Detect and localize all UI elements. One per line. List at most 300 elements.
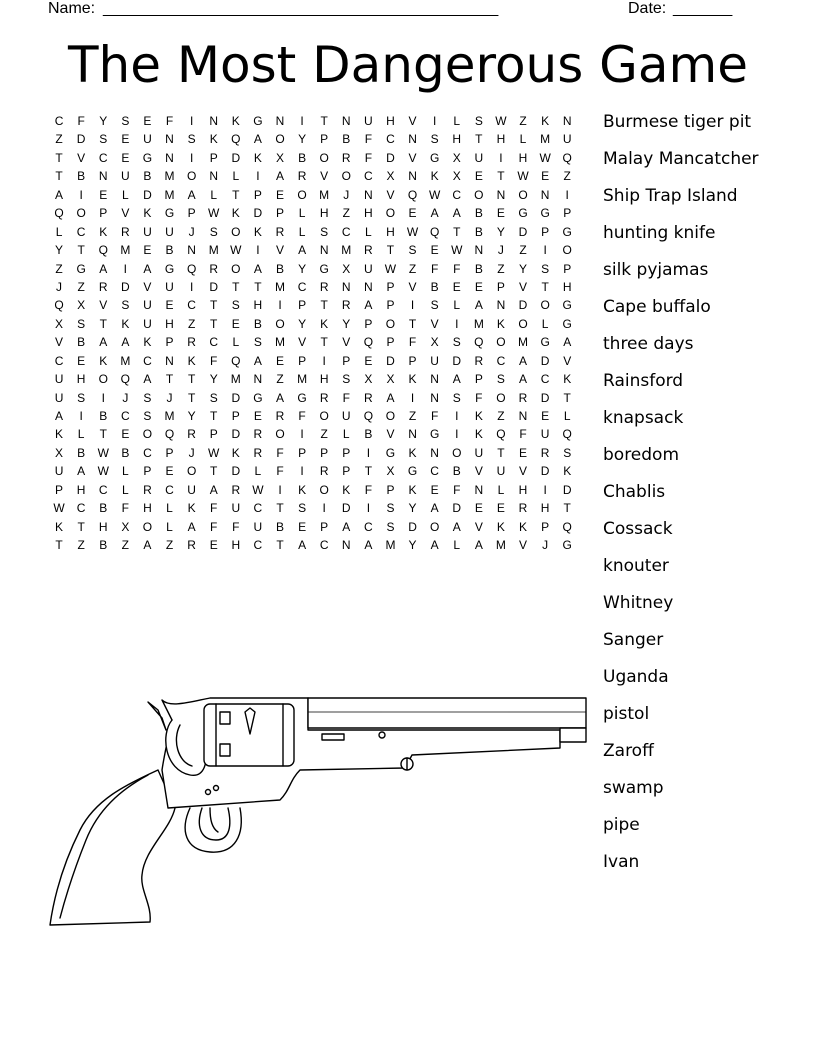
grid-letter: E bbox=[496, 206, 505, 221]
grid-letter: U bbox=[120, 169, 130, 184]
grid-letter: H bbox=[562, 279, 572, 294]
grid-letter: K bbox=[496, 519, 505, 534]
grid-letter: O bbox=[385, 316, 396, 331]
grid-letter: D bbox=[120, 279, 130, 294]
grid-letter: B bbox=[364, 427, 373, 442]
grid-letter: Z bbox=[276, 372, 284, 387]
word-list-item: Ship Trap Island bbox=[603, 186, 738, 206]
grid-letter: A bbox=[187, 187, 196, 202]
grid-letter: U bbox=[562, 132, 572, 147]
grid-letter: C bbox=[98, 150, 108, 165]
grid-letter: X bbox=[55, 316, 64, 331]
grid-letter: K bbox=[496, 316, 505, 331]
grid-letter: T bbox=[254, 279, 262, 294]
grid-letter: P bbox=[541, 224, 550, 239]
grid-letter: G bbox=[297, 390, 307, 405]
grid-letter: E bbox=[298, 519, 307, 534]
grid-letter: P bbox=[563, 206, 572, 221]
grid-letter: Q bbox=[363, 335, 374, 350]
grid-letter: T bbox=[210, 316, 218, 331]
grid-letter: C bbox=[76, 501, 86, 516]
grid-letter: C bbox=[143, 353, 152, 368]
grid-letter: L bbox=[519, 132, 527, 147]
grid-letter: B bbox=[165, 243, 174, 258]
grid-letter: L bbox=[497, 482, 505, 497]
grid-letter: C bbox=[364, 519, 373, 534]
grid-letter: A bbox=[452, 372, 461, 387]
grid-letter: F bbox=[210, 519, 218, 534]
name-label: Name: bbox=[48, 0, 96, 17]
word-list-item: three days bbox=[603, 334, 694, 354]
grid-letter: D bbox=[540, 464, 550, 479]
grid-letter: D bbox=[452, 353, 462, 368]
grid-letter: Y bbox=[408, 538, 417, 553]
grid-letter: B bbox=[342, 132, 351, 147]
grid-letter: G bbox=[319, 261, 329, 276]
word-list-item: Malay Mancatcher bbox=[603, 149, 759, 169]
grid-letter: J bbox=[188, 224, 195, 239]
grid-letter: O bbox=[341, 169, 351, 184]
grid-letter: M bbox=[319, 187, 330, 202]
revolver-illustration bbox=[40, 690, 592, 930]
grid-letter: E bbox=[143, 243, 152, 258]
grid-letter: K bbox=[187, 353, 196, 368]
grid-letter: D bbox=[540, 353, 550, 368]
grid-letter: C bbox=[253, 538, 263, 553]
grid-letter: I bbox=[366, 445, 371, 460]
grid-letter: F bbox=[276, 464, 284, 479]
grid-letter: W bbox=[97, 464, 109, 479]
grid-letter: Q bbox=[54, 298, 64, 313]
grid-letter: I bbox=[455, 409, 459, 423]
grid-letter: K bbox=[99, 224, 108, 239]
grid-letter: L bbox=[232, 335, 240, 350]
grid-letter: A bbox=[99, 261, 108, 276]
grid-letter: V bbox=[474, 464, 483, 479]
grid-letter: L bbox=[55, 224, 63, 239]
grid-letter: G bbox=[429, 150, 440, 165]
grid-letter: P bbox=[298, 353, 307, 368]
grid-letter: S bbox=[320, 224, 329, 239]
grid-letter: A bbox=[519, 353, 528, 368]
grid-letter: W bbox=[53, 501, 65, 516]
grid-letter: B bbox=[474, 224, 483, 239]
grid-letter: P bbox=[364, 316, 373, 331]
grid-letter: S bbox=[452, 390, 461, 405]
grid-letter: O bbox=[186, 464, 197, 479]
grid-letter: H bbox=[518, 482, 528, 497]
grid-letter: S bbox=[99, 132, 108, 147]
grid-letter: A bbox=[430, 538, 439, 553]
grid-letter: B bbox=[275, 519, 284, 534]
grid-letter: I bbox=[278, 298, 282, 313]
grid-letter: U bbox=[474, 150, 484, 165]
grid-letter: S bbox=[430, 298, 439, 313]
grid-letter: S bbox=[541, 261, 550, 276]
grid-letter: G bbox=[562, 316, 572, 331]
grid-letter: K bbox=[253, 224, 262, 239]
grid-letter: F bbox=[519, 427, 527, 442]
grid-letter: K bbox=[209, 132, 218, 147]
grid-letter: G bbox=[142, 150, 153, 165]
grid-letter: E bbox=[143, 114, 152, 128]
grid-letter: U bbox=[143, 316, 152, 331]
grid-letter: N bbox=[408, 427, 417, 442]
grid-letter: N bbox=[275, 114, 285, 128]
grid-letter: I bbox=[300, 464, 304, 479]
grid-letter: Q bbox=[562, 427, 572, 442]
grid-letter: T bbox=[475, 132, 483, 147]
grid-letter: A bbox=[99, 335, 108, 350]
grid-letter: V bbox=[519, 538, 528, 553]
grid-letter: B bbox=[430, 279, 439, 294]
word-list-item: Zaroff bbox=[603, 741, 654, 761]
grid-letter: O bbox=[474, 187, 484, 202]
grid-letter: T bbox=[55, 169, 63, 184]
grid-letter: G bbox=[562, 538, 572, 553]
grid-letter: M bbox=[473, 316, 484, 331]
grid-letter: N bbox=[430, 390, 439, 405]
grid-letter: G bbox=[562, 298, 572, 313]
grid-letter: N bbox=[364, 279, 373, 294]
grid-letter: T bbox=[99, 316, 107, 331]
grid-letter: W bbox=[252, 482, 264, 497]
grid-letter: H bbox=[452, 132, 462, 147]
grid-letter: E bbox=[541, 169, 550, 184]
grid-letter: J bbox=[343, 187, 350, 202]
grid-letter: O bbox=[231, 224, 241, 239]
grid-letter: L bbox=[121, 187, 129, 202]
grid-letter: I bbox=[123, 261, 127, 276]
grid-letter: Z bbox=[408, 261, 417, 276]
grid-letter: A bbox=[430, 206, 439, 221]
grid-letter: Z bbox=[563, 169, 571, 184]
grid-letter: K bbox=[187, 501, 196, 516]
grid-letter: N bbox=[253, 372, 263, 387]
grid-letter: Y bbox=[209, 372, 218, 387]
grid-letter: H bbox=[76, 372, 86, 387]
grid-letter: Z bbox=[77, 279, 85, 294]
grid-letter: G bbox=[429, 427, 440, 442]
grid-letter: A bbox=[143, 372, 152, 387]
grid-letter: K bbox=[231, 114, 240, 128]
grid-letter: D bbox=[209, 279, 219, 294]
grid-letter: K bbox=[298, 482, 307, 497]
grid-letter: E bbox=[231, 316, 240, 331]
grid-letter: A bbox=[143, 538, 152, 553]
grid-letter: F bbox=[276, 445, 284, 460]
grid-letter: T bbox=[408, 316, 417, 331]
grid-letter: F bbox=[210, 353, 218, 368]
grid-letter: T bbox=[232, 187, 240, 202]
grid-letter: G bbox=[407, 464, 418, 479]
grid-letter: O bbox=[429, 519, 440, 534]
grid-letter: N bbox=[98, 169, 108, 184]
grid-letter: W bbox=[230, 243, 242, 258]
grid-letter: Z bbox=[187, 316, 196, 331]
grid-letter: I bbox=[278, 482, 282, 497]
grid-letter: A bbox=[55, 409, 64, 423]
header bbox=[48, 0, 748, 20]
grid-letter: X bbox=[452, 150, 461, 165]
grid-letter: M bbox=[230, 372, 241, 387]
grid-letter: S bbox=[253, 335, 262, 350]
grid-letter: H bbox=[386, 114, 395, 128]
grid-letter: R bbox=[187, 335, 196, 350]
grid-letter: X bbox=[452, 169, 461, 184]
grid-letter: A bbox=[364, 298, 373, 313]
word-list bbox=[603, 112, 803, 889]
grid-letter: F bbox=[453, 261, 461, 276]
grid-letter: W bbox=[208, 206, 220, 221]
grid-letter: X bbox=[386, 464, 395, 479]
grid-letter: N bbox=[165, 132, 174, 147]
grid-letter: M bbox=[297, 372, 308, 387]
grid-letter: I bbox=[256, 243, 260, 258]
grid-letter: B bbox=[474, 261, 483, 276]
grid-letter: T bbox=[563, 501, 571, 516]
grid-letter: I bbox=[79, 187, 83, 202]
grid-letter: E bbox=[99, 187, 108, 202]
grid-letter: W bbox=[539, 150, 551, 165]
grid-letter: E bbox=[253, 409, 262, 423]
grid-letter: Q bbox=[562, 519, 572, 534]
grid-letter: M bbox=[208, 243, 219, 258]
grid-letter: R bbox=[297, 169, 307, 184]
grid-letter: T bbox=[187, 390, 196, 405]
grid-letter: L bbox=[453, 114, 461, 128]
grid-letter: J bbox=[188, 445, 195, 460]
grid-letter: S bbox=[474, 114, 483, 128]
grid-letter: P bbox=[209, 150, 218, 165]
word-list-item: swamp bbox=[603, 778, 664, 798]
grid-letter: K bbox=[408, 372, 417, 387]
grid-letter: M bbox=[164, 187, 175, 202]
grid-letter: X bbox=[121, 519, 130, 534]
grid-letter: R bbox=[187, 427, 196, 442]
grid-letter: W bbox=[517, 169, 529, 184]
grid-letter: H bbox=[496, 132, 506, 147]
grid-letter: Q bbox=[474, 335, 484, 350]
grid-letter: T bbox=[364, 464, 373, 479]
grid-letter: C bbox=[452, 187, 462, 202]
grid-letter: V bbox=[474, 519, 483, 534]
grid-letter: A bbox=[298, 243, 307, 258]
grid-letter: E bbox=[209, 538, 218, 553]
grid-letter: P bbox=[298, 445, 307, 460]
grid-letter: U bbox=[54, 372, 64, 387]
grid-letter: K bbox=[563, 372, 572, 387]
grid-letter: X bbox=[364, 372, 373, 387]
grid-letter: E bbox=[430, 243, 439, 258]
grid-letter: P bbox=[386, 335, 395, 350]
grid-letter: I bbox=[189, 114, 194, 128]
grid-letter: I bbox=[79, 409, 83, 423]
word-list-item: Sanger bbox=[603, 630, 664, 650]
grid-letter: T bbox=[541, 279, 549, 294]
grid-letter: S bbox=[430, 132, 439, 147]
grid-letter: D bbox=[452, 501, 462, 516]
grid-letter: N bbox=[496, 298, 506, 313]
grid-letter: T bbox=[320, 298, 328, 313]
grid-letter: I bbox=[455, 316, 459, 331]
grid-letter: N bbox=[430, 445, 439, 460]
grid-letter: O bbox=[319, 482, 329, 497]
grid-letter: H bbox=[76, 482, 86, 497]
grid-letter: Z bbox=[320, 427, 328, 442]
grid-letter: Y bbox=[55, 243, 64, 258]
grid-letter: R bbox=[319, 279, 329, 294]
grid-letter: C bbox=[120, 409, 130, 423]
grid-letter: N bbox=[540, 187, 550, 202]
grid-letter: P bbox=[563, 261, 572, 276]
word-search-grid bbox=[48, 112, 578, 555]
grid-letter: N bbox=[341, 279, 351, 294]
grid-letter: H bbox=[143, 501, 152, 516]
grid-letter: A bbox=[209, 482, 218, 497]
grid-letter: A bbox=[187, 519, 196, 534]
grid-letter: U bbox=[474, 445, 484, 460]
grid-letter: P bbox=[342, 464, 351, 479]
grid-letter: O bbox=[319, 150, 329, 165]
grid-letter: C bbox=[297, 279, 307, 294]
grid-letter: A bbox=[386, 390, 395, 405]
grid-letter: U bbox=[231, 501, 241, 516]
word-list-item: knapsack bbox=[603, 408, 684, 428]
grid-letter: U bbox=[341, 409, 351, 423]
grid-letter: S bbox=[143, 390, 152, 405]
grid-letter: A bbox=[275, 169, 284, 184]
grid-letter: M bbox=[341, 243, 352, 258]
grid-letter: Q bbox=[231, 132, 241, 147]
grid-letter: L bbox=[342, 427, 350, 442]
grid-letter: E bbox=[519, 445, 528, 460]
grid-letter: A bbox=[342, 519, 351, 534]
grid-letter: O bbox=[496, 390, 506, 405]
grid-letter: I bbox=[322, 501, 326, 516]
grid-letter: Y bbox=[99, 114, 108, 128]
grid-letter: I bbox=[322, 353, 326, 368]
grid-letter: N bbox=[187, 243, 196, 258]
grid-letter: V bbox=[386, 187, 395, 202]
grid-letter: T bbox=[276, 501, 284, 516]
grid-letter: Y bbox=[408, 501, 417, 516]
grid-letter: P bbox=[165, 335, 174, 350]
grid-letter: U bbox=[143, 132, 152, 147]
grid-letter: T bbox=[165, 372, 174, 387]
grid-letter: O bbox=[540, 298, 550, 313]
grid-letter: I bbox=[455, 427, 459, 442]
grid-letter: O bbox=[76, 206, 86, 221]
grid-letter: Z bbox=[519, 114, 527, 128]
grid-letter: E bbox=[275, 187, 284, 202]
grid-letter: H bbox=[540, 501, 550, 516]
grid-letter: P bbox=[408, 353, 417, 368]
grid-letter: P bbox=[541, 519, 550, 534]
grid-letter: T bbox=[320, 335, 328, 350]
grid-letter: X bbox=[342, 261, 351, 276]
grid-letter: M bbox=[120, 353, 131, 368]
grid-letter: K bbox=[320, 316, 329, 331]
date-field-line: _______ bbox=[673, 0, 732, 17]
grid-letter: J bbox=[166, 390, 173, 405]
grid-letter: V bbox=[77, 150, 86, 165]
grid-letter: K bbox=[99, 353, 108, 368]
grid-letter: K bbox=[55, 427, 64, 442]
grid-letter: O bbox=[142, 519, 153, 534]
grid-letter: T bbox=[55, 150, 63, 165]
grid-letter: R bbox=[253, 445, 263, 460]
grid-letter: D bbox=[386, 353, 395, 368]
grid-letter: N bbox=[496, 187, 506, 202]
grid-letter: Q bbox=[120, 372, 130, 387]
grid-letter: C bbox=[253, 501, 263, 516]
grid-letter: S bbox=[342, 372, 351, 387]
grid-letter: O bbox=[518, 187, 528, 202]
grid-letter: A bbox=[364, 538, 373, 553]
grid-letter: R bbox=[187, 538, 196, 553]
name-field-line: _______________________________________________ bbox=[103, 0, 498, 17]
grid-letter: D bbox=[143, 187, 152, 202]
grid-letter: A bbox=[298, 538, 307, 553]
word-list-item: hunting knife bbox=[603, 223, 716, 243]
grid-letter: V bbox=[99, 298, 108, 313]
grid-letter: P bbox=[342, 353, 351, 368]
grid-letter: R bbox=[364, 390, 373, 405]
grid-letter: M bbox=[274, 279, 285, 294]
grid-letter: F bbox=[364, 482, 373, 497]
grid-letter: O bbox=[518, 316, 528, 331]
grid-letter: C bbox=[98, 482, 108, 497]
grid-letter: Z bbox=[519, 243, 527, 258]
grid-letter: D bbox=[231, 150, 241, 165]
word-list-item: pistol bbox=[603, 704, 650, 724]
grid-letter: N bbox=[518, 409, 528, 423]
grid-letter: N bbox=[209, 114, 219, 128]
grid-letter: P bbox=[298, 298, 307, 313]
grid-letter: V bbox=[386, 427, 395, 442]
grid-letter: F bbox=[165, 114, 174, 128]
grid-letter: C bbox=[54, 353, 64, 368]
grid-letter: D bbox=[76, 132, 86, 147]
grid-letter: D bbox=[231, 390, 241, 405]
grid-letter: I bbox=[189, 150, 194, 165]
grid-letter: S bbox=[496, 372, 505, 387]
grid-letter: I bbox=[410, 298, 415, 313]
grid-letter: L bbox=[210, 187, 218, 202]
grid-letter: A bbox=[474, 298, 483, 313]
grid-letter: U bbox=[54, 464, 64, 479]
grid-letter: I bbox=[565, 187, 569, 202]
grid-letter: K bbox=[408, 445, 417, 460]
grid-letter: P bbox=[231, 409, 240, 423]
grid-letter: F bbox=[408, 335, 417, 350]
grid-letter: S bbox=[187, 132, 196, 147]
grid-letter: Z bbox=[165, 538, 174, 553]
grid-letter: M bbox=[120, 243, 131, 258]
grid-letter: R bbox=[253, 427, 263, 442]
grid-letter: Y bbox=[298, 316, 307, 331]
grid-letter: W bbox=[451, 243, 463, 258]
grid-letter: P bbox=[386, 482, 395, 497]
grid-letter: D bbox=[231, 464, 241, 479]
grid-letter: I bbox=[256, 169, 260, 184]
grid-letter: N bbox=[474, 482, 484, 497]
grid-letter: Y bbox=[342, 316, 351, 331]
grid-letter: O bbox=[562, 243, 572, 258]
grid-letter: H bbox=[319, 206, 329, 221]
grid-letter: F bbox=[298, 409, 306, 423]
